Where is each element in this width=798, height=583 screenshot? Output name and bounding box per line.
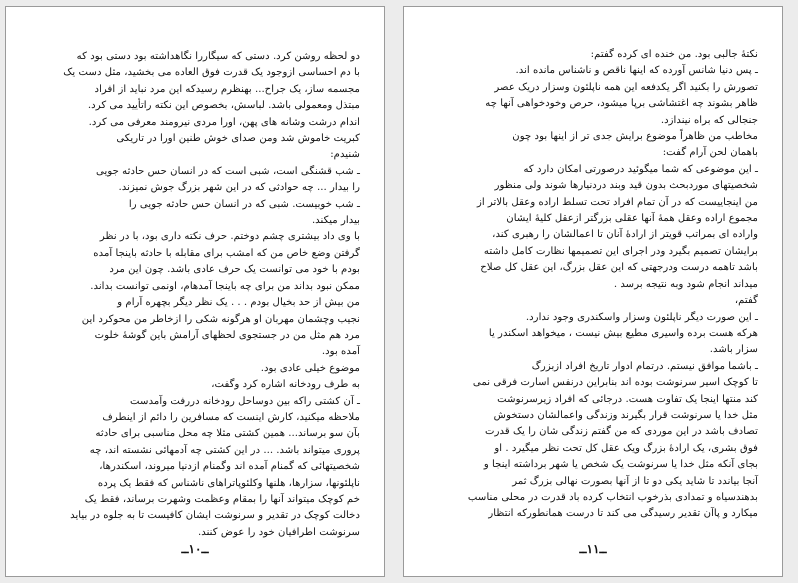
text-line: نکتهٔ جالبی بود. من خنده ای کرده گفتم: [590,49,758,60]
text-line: هرکه هست برده واسیری مطیع بیش نیست ، میخواهد اسکندر یا [488,327,758,339]
text-line: شنیدم: [330,149,360,161]
text-line: ظاهر بشوند چه اغتشاشی برپا میشود، حرص وخودخواهی آنها چه [485,98,758,110]
text-line: کبریت خاموش شد ومن صدای خوش طنین اورا در تاریکی [116,133,360,145]
text-line: مخاطب من ظاهراً موضوع برایش جدی تر از اینها بود چون [512,131,758,143]
text-line: شخصیتهائی که گمنام آمده اند وگمنام ازدنیا میروند، اسکندرها، [99,461,360,473]
text-line: تصورش را بکنید اگر یکدفعه این همه ناپلئون وسزار دریک عصر [494,81,758,93]
text-line: مرد هم مثل من در جستجوی لحظهای آرامش باین گوشهٔ خلوت [94,329,360,341]
right-page [403,6,783,577]
text-line: دو لحظه روشن کرد. دستی که سیگاررا نگاهداشته بود دستی بود که [76,51,360,62]
text-line: ـ این موضوعی که شما میگوئید درصورتی امکان دارد که [523,163,758,175]
text-line: بآن سو برساند... همین کشتی مثلا چه محل مناسبی برای حادثه [95,428,360,440]
text-line: ـ باشما موافق نیستم. درتمام ادوار تاریخ افراد ازبزرگ [531,360,758,372]
text-line: ناپلئونها، سزارها، هلنها وکلئوپاتراهای ناشناس که فقط یک پرده [97,477,360,489]
right-page-number: ــ۱۱ــ [579,542,607,556]
text-line: اندام درشت وشانه های پهن، اورا مردی نیرومند معرفی می کرد. [88,116,360,128]
text-line: ـ آن کشتی راکه بین دوساحل رودخانه دررفت وآمدست [130,395,360,407]
text-line: ممکن نبود بداند من برای چه باینجا آمدهام، اونمی توانست بداند. [90,280,360,292]
text-line: گرفتن وضع خاص من که امشب برای مقابله با حادثه باینجا آمده [93,247,360,259]
text-line: ـ شب خوبیست. شبی که در انسان حس حادثه جویی را [128,198,360,210]
text-line: بیدار میکند. [311,215,360,227]
text-line: آمده بود. [321,346,360,358]
text-line: مجموع اراده وعقل همهٔ آنها عقلی بزرگتر ازعقل کلیهٔ ایشان [506,213,758,225]
text-line: با وی داد بیشتری چشم دوختم. حرف نکته داری بود، با در نظر [99,231,360,243]
text-line: سزار باشد. [709,344,758,356]
text-line: به طرف رودخانه اشاره کرد وگفت، [211,379,360,391]
right-page-text [428,47,758,523]
text-line: من بیش از حد بخیال بودم . . . یک نظر دیگر بچهره آرام و [117,297,360,309]
text-line: کند منتها اینجا یک تفاوت هست. درجائی که افراد زیرسرنوشت [497,393,758,405]
text-line: گفتم، [734,295,758,307]
text-line: را بیدار ... چه حوادثی که در این شهر بزرگ جوش نمیزند. [118,182,360,194]
text-line: فوق بشری، یک ارادهٔ بزرگ ویک عقل کل تحت نظر میگیرد . او [494,442,758,454]
text-line: ـ شب قشنگی است، شبی است که در انسان حس حادثه جویی [96,165,360,177]
text-line: دخالت کوچک در تقدیر و سرنوشت ایشان کافیست تا به جلوه در بیاید [70,510,360,522]
text-line: واراده ای بمراتب قویتر از ارادهٔ آنان تا اعمالشان را رهبری کند، [492,229,758,241]
text-line: پروری میتواند باشد. ... در این کشتی چه آدمهائی نشسته اند، چه [89,444,360,456]
text-line: میداند انجام شود وبه نتیجه برسد . [613,278,758,290]
text-line: بجای آنکه مثل خدا یا سرنوشت یک شخص یا شهر برداشته اینجا و [483,459,758,471]
text-line: میکارد و پاآن تقدیر رسیدگی می کند تا درست همانطورکه انتظار [488,508,758,520]
text-line: بدهندسیاه و تمدادی بذرخوب انتخاب کرده باد قدرت در محلی مناسب [467,491,758,503]
text-line: سرنوشت اطرافیان خود را عوض کنند. [198,526,360,538]
text-line: مجسمه ساز، یک جراح... بهنظرم رسیدکه این مرد نباید از افراد [94,83,360,95]
left-page-number: ــ۱۰ــ [181,542,209,556]
text-line: جنجالی که براه نیندازد. [660,114,758,126]
text-line: من اینجاییست که در آن تمام افراد تحت تسلط اراده وعقل بالاتر از [476,196,758,208]
text-line: برایشان تصمیم بگیرد ودر اجرای این تصمیمها نظارت کامل داشته [483,245,758,257]
text-line: آنجا بیاندد تا شاید یکی دو تا از آنها بصورت نهالی بزرگ ثمر [512,475,758,487]
text-line: بودم با خود می توانست یک حرف عادی باشد. چون این مرد [109,264,360,276]
text-line: ـ این صورت دیگر ناپلئون وسزار واسکندری وجود ندارد. [525,311,758,323]
left-page [5,6,385,577]
text-line: نجیب وچشمان مهربان او هرگونه شکی را ازخاطر من محوکرد این [81,313,360,325]
text-line: باهمان لحن آرام گفت: [662,147,758,159]
text-line: با دم احساسی ازوجود یک قدرت فوق العاده می بخشید، مثل دست یک [63,67,360,79]
text-line: ملاحظه میکنید، کارش اینست که مسافرین را دائم از اینطرف [102,411,360,423]
text-line: مثل خدا یا سرنوشت قرار بگیرند وزندگی واعمالشان دستخوش [493,409,758,421]
text-line: ـ پس دنیا شانس آورده که اینها ناقص و ناشناس مانده اند. [515,65,758,77]
text-line: باشد تاهمه درست ودرجهتی که این عقل بزرگ، این عقل کل صلاح [480,262,758,274]
text-line: تصادف باشد در این موردی که من گفتم زندگی شان را یک قدرت [485,426,758,438]
text-line: موضوع خیلی عادی بود. [260,362,360,374]
text-line: تا کوچک اسیر سرنوشت بوده اند بنابراین درنفس اسارت فرقی نمی [472,377,758,389]
text-line: شخصیتهای موردبحث بدون قید وبند دردنیارها شوند ولی منظور [494,180,758,192]
text-line: خم کوچک میتواند آنها را بمقام وعظمت وشهرت برساند، فقط یک [84,493,360,505]
text-line: مبتذل ومعمولی باشد. لباسش، بخصوص این نکته راتأیید می کرد. [87,100,360,112]
left-page-text [30,49,360,541]
